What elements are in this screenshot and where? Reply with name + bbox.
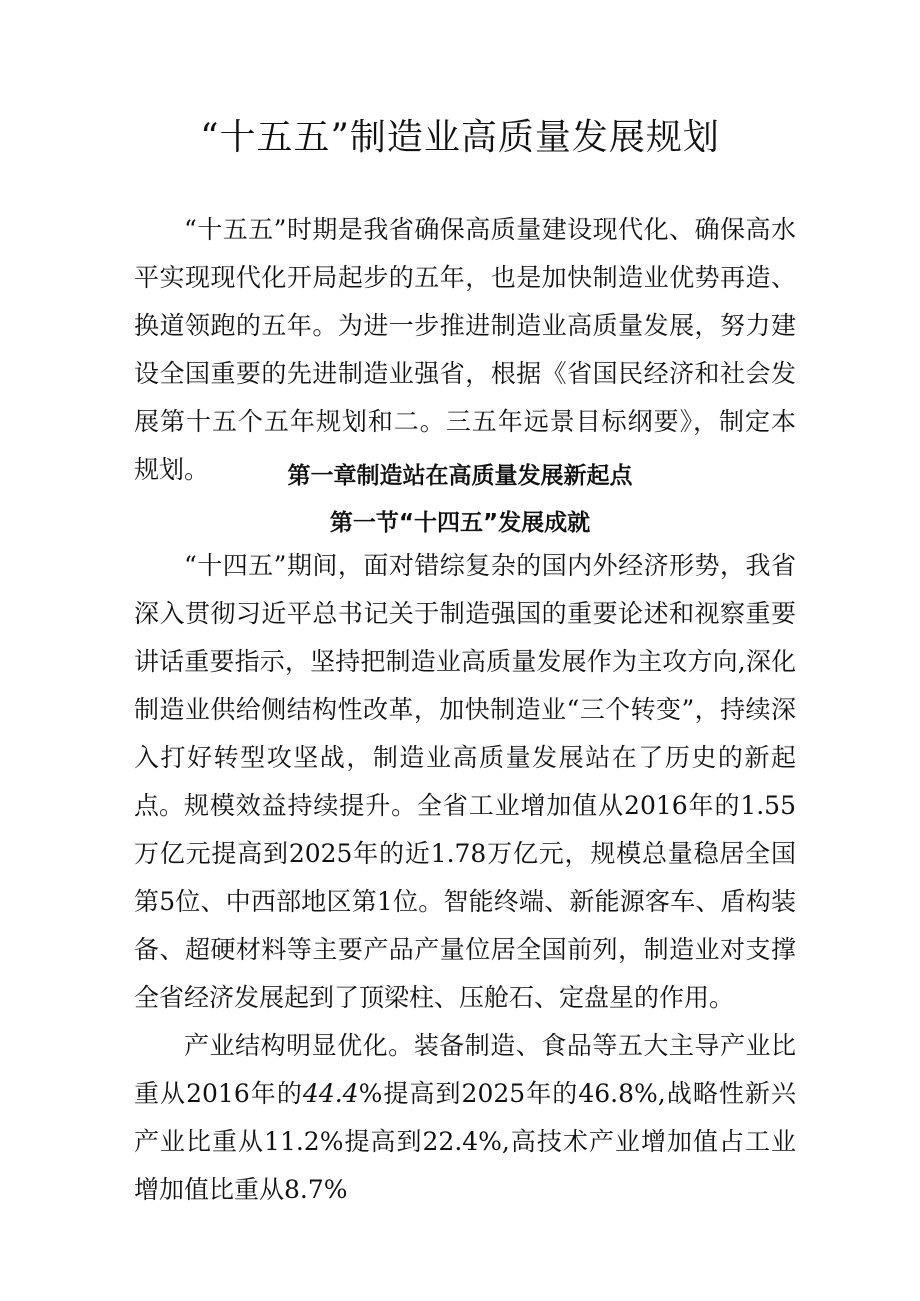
document-title: “十五五”制造业高质量发展规划 xyxy=(200,117,720,158)
structure-text-part2: %提高到2025年的46.8%,战略性新兴产业比重从11.2%提高到22.4%,高技术产业增加值占工业增加值比重从8.7% xyxy=(134,1079,796,1204)
scale-paragraph: 规模效益持续提升。全省工业增加值从2016年的1.55万亿元提高到2025年的近1.78万亿元，规模总量稳居全国第5位、中西部地区第1位。智能终端、新能源客车、盾构装备、超硬材料等主要产品产量位居全国前列，制造业对支撑全省经济发展起到了顶梁柱、压舱石、定盘星的作用。 xyxy=(134,791,796,1012)
intro-paragraph: “十五五”时期是我省确保高质量建设现代化、确保高水平实现现代化开局起步的五年，也是加快制造业优势再造、换道领跑的五年。为进一步推进制造业高质量发展，努力建设全国重要的先进制造业强省，根据《省国民经济和社会发展第十五个五年规划和二。三五年远景目标纲要》，制定本规划。 xyxy=(134,215,796,484)
section-heading: 第一节“十四五”发展成就 xyxy=(329,510,591,536)
chapter-heading: 第一章制造站在高质量发展新起点 xyxy=(287,463,633,489)
section-paragraph: “十四五”期间，面对错综复杂的国内外经济形势，我省深入贯彻习近平总书记关于制造强国的重要论述和视察重要讲话重要指示，坚持把制造业高质量发展作为主攻方向,深化制造业供给侧结构性改革，加快制造业“三个转变”，持续深入打好转型攻坚战，制造业高质量发展站在了历史的新起点。 xyxy=(134,551,796,820)
structure-italic-value: 44.4 xyxy=(302,1079,359,1108)
structure-text-part1: 产业结构明显优化。装备制造、食品等五大主导产业比重从2016年的 xyxy=(134,1031,796,1108)
structure-paragraph xyxy=(134,1022,796,1214)
